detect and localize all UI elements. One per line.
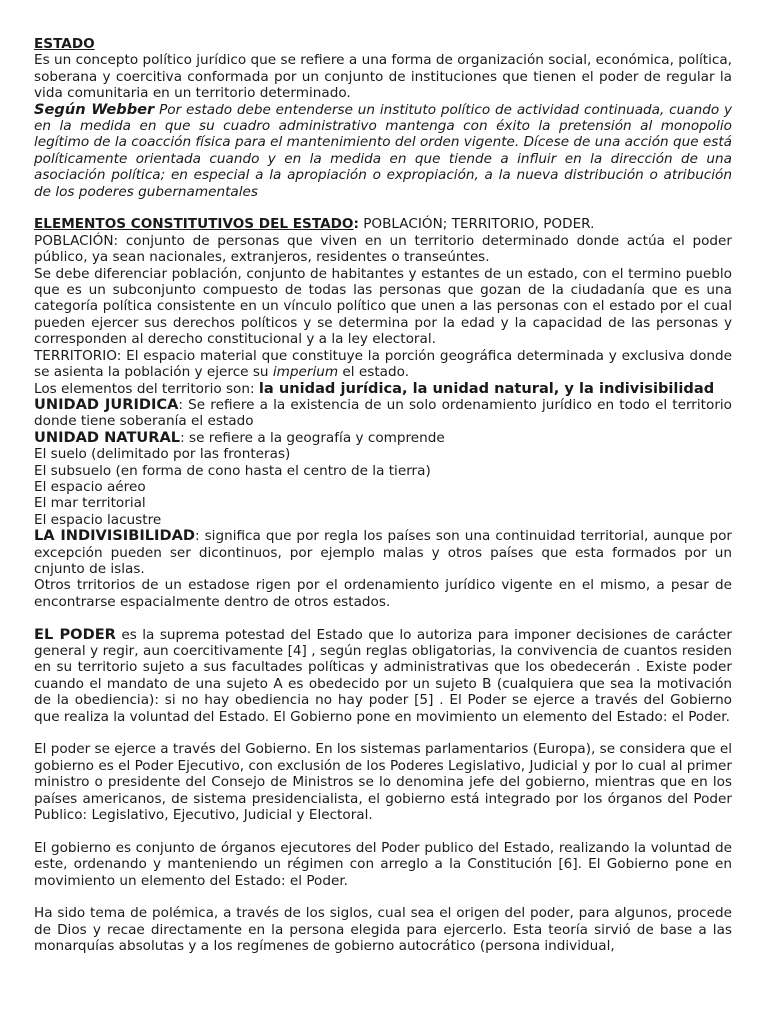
territorio-imperium: imperium [272, 364, 339, 381]
unidad-juridica-text: : Se refiere a la existencia de un solo ordenamiento jurídico en todo el territorio donde tiene soberanía el estado [34, 396, 732, 430]
estado-definition: Es un concepto político jurídico que se refiere a una forma de organización social, económica, política, soberana y coercitiva conformada por un conjunto de instituciones que tienen el poder de regular la vida comunitaria en un territorio determinado. [34, 52, 732, 102]
poblacion-difference: Se debe diferenciar población, conjunto de habitantes y estantes de un estado, con el termino pueblo que es un subconjunto compuesto de todas las personas que gozan de la ciudadanía que es una categoría política consistente en un vínculo político que unen a las personas con el estado por el cual pueden ejercer sus derechos políticos y se determina por la edad y la capacidad de las personas y corresponden al derecho constitucional y a la ley electoral. [34, 265, 732, 348]
indivisibilidad-label: LA INDIVISIBILIDAD [34, 527, 196, 545]
natural-item: El espacio aéreo [34, 478, 146, 495]
elementos-territorio-lead: Los elementos del territorio son: [34, 380, 259, 397]
natural-item: El suelo (delimitado por las fronteras) [34, 446, 291, 463]
elementos-heading-line [34, 216, 732, 232]
poder-text: es la suprema potestad del Estado que lo autoriza para imponer decisiones de carácter general y regir, aun coercitivamente [4] , según reglas obligatorias, la convivencia de cuantos residen en su territorio sujeto a sus facultades políticas y administrativas que los obedecerán . Existe poder cuando el mandato de una sujeto A es obedecido por un sujeto B (cualquiera que sea la motivación de la obediencia): si no hay obediencia no hay poder [5] . El Poder se ejerce a través del Gobierno que realiza la voluntad del Estado. El Gobierno pone en movimiento un elemento del Estado: el Poder. [34, 626, 732, 725]
webber-paragraph [34, 102, 732, 200]
unidad-juridica [34, 397, 732, 430]
spacer [34, 725, 732, 741]
natural-item: El mar territorial [34, 495, 146, 512]
poder-paragraph [34, 627, 732, 725]
poder-label: EL PODER [34, 625, 116, 643]
elementos-heading: ELEMENTOS CONSTITUTIVOS DEL ESTADO [34, 216, 354, 233]
spacer [34, 610, 732, 626]
natural-item: El subsuelo (en forma de cono hasta el centro de la tierra) [34, 462, 431, 479]
elementos-colon: : [353, 216, 359, 233]
webber-label: Según Webber [34, 100, 155, 118]
territorio-definition [34, 348, 732, 381]
territorio-text-b: el estado. [338, 364, 410, 381]
poblacion-definition: POBLACIÓN: conjunto de personas que viven en un territorio determinado donde actúa el poder público, ya sean nacionales, extranjeros, residentes o transeúntes. [34, 232, 732, 266]
indivisibilidad-text: : significa que por regla los países son una continuidad territorial, aunque por excepción pueden ser dicontinuos, por ejemplo malas y otros países que esta formados por un cnjunto de islas. [34, 528, 732, 577]
gobierno-paragraph-1: El poder se ejerce a través del Gobierno. En los sistemas parlamentarios (Europa), se considera que el gobierno es el Poder Ejecutivo, con exclusión de los Poderes Legislativo, Judicial y por lo cual al primer ministro o presidente del Consejo de Ministros se lo denomina jefe del gobierno, mientras que en los países americanos, de sistema presidencialista, el gobierno está integrado por los órganos del Poder Publico: Legislativo, Ejecutivo, Judicial y Electoral. [34, 741, 732, 824]
spacer [34, 200, 732, 216]
natural-item: El espacio lacustre [34, 511, 162, 528]
elementos-territorio [34, 381, 732, 397]
unidad-juridica-label: UNIDAD JURIDICA [34, 395, 179, 413]
doc-title: ESTADO [34, 36, 95, 52]
indivisibilidad [34, 528, 732, 577]
document-page [34, 36, 732, 955]
polemica-paragraph: Ha sido tema de polémica, a través de los siglos, cual sea el origen del poder, para algunos, procede de Dios y recae directamente en la persona elegida para ejercerlo. Esta teoría sirvió de base a las monarquías absolutas y a los regímenes de gobierno autocrático (persona individual, [34, 905, 732, 955]
unidad-natural-text: : se refiere a la geografía y comprende [180, 429, 445, 446]
elementos-list: POBLACIÓN; TERRITORIO, PODER. [358, 216, 595, 233]
territorio-text-a: TERRITORIO: El espacio material que constituye la porción geográfica determinada y exclusiva donde se asienta la población y ejerce su [34, 347, 732, 381]
spacer [34, 823, 732, 839]
unidad-natural-label: UNIDAD NATURAL [34, 428, 181, 446]
webber-quote: Por estado debe entenderse un instituto político de actividad continuada, cuando y en la medida en que su cuadro administrativo mantenga con éxito la pretensión al monopolio legítimo de la coacción física para el mantenimiento del orden vigente. Dícese de una acción que está políticamente orientada cuando y en la medida en que tiende a influir en la dirección de una asociación política; en especial a la apropiación o expropiación, a la nueva distribución o atribución de los poderes gubernamentales [34, 101, 732, 200]
elementos-territorio-bold: la unidad jurídica, la unidad natural, y la indivisibilidad [258, 379, 715, 397]
otros-territorios: Otros trritorios de un estadose rigen por el ordenamiento jurídico vigente en el mismo, a pesar de encontrarse espacialmente dentro de otros estados. [34, 577, 732, 610]
unidad-natural [34, 430, 732, 446]
gobierno-paragraph-2: El gobierno es conjunto de órganos ejecutores del Poder publico del Estado, realizando la voluntad de este, ordenando y manteniendo un régimen con arreglo a la Constitución [6]. El Gobierno pone en movimiento un elemento del Estado: el Poder. [34, 839, 732, 889]
spacer [34, 889, 732, 905]
